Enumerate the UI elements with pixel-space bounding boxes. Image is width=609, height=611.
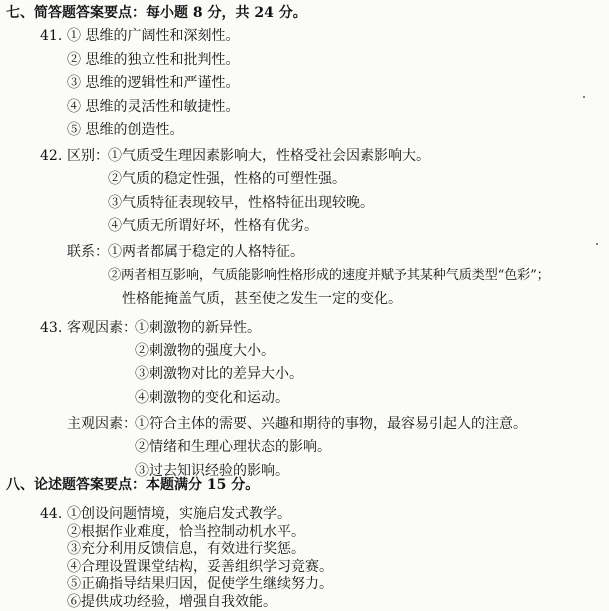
q44-item-4: ④合理设置课堂结构，妥善组织学习竞赛。 <box>67 558 333 575</box>
q43-subj-item-3: ③过去知识经验的影响。 <box>135 463 289 479</box>
q43-obj-item-3: ③刺激物对比的差异大小。 <box>135 366 303 382</box>
q41-item-5: ⑤ 思维的创造性。 <box>67 122 184 138</box>
q44-item-6: ⑥提供成功经验，增强自我效能。 <box>67 593 277 610</box>
q43-subj-item-2: ②情绪和生理心理状态的影响。 <box>135 439 331 455</box>
q42-diff-item-3: ③气质特征表现较早，性格特征出现较晚。 <box>108 195 374 211</box>
q42-number: 42. <box>40 148 63 164</box>
q42-link-item-1: ①两者都属于稳定的人格特征。 <box>108 244 304 260</box>
q44-number: 44. <box>40 506 63 522</box>
q44-item-1: ①创设问题情境，实施启发式教学。 <box>67 506 291 522</box>
scan-speck <box>583 96 585 98</box>
q43-obj-label: 客观因素： <box>67 320 137 336</box>
q44-item-2: ②根据作业难度，恰当控制动机水平。 <box>67 523 305 540</box>
q43-obj-item-4: ④刺激物的变化和运动。 <box>135 390 289 406</box>
q42-diff-item-2: ②气质的稳定性强，性格的可塑性强。 <box>108 171 346 187</box>
q44-item-5: ⑤正确指导结果归因，促使学生继续努力。 <box>67 576 333 592</box>
section-7-heading: 七、简答题答案要点：每小题 8 分，共 24 分。 <box>6 5 307 21</box>
scan-speck <box>596 243 598 245</box>
q44-item-3: ③充分利用反馈信息，有效进行奖惩。 <box>67 541 305 557</box>
q43-obj-item-2: ②刺激物的强度大小。 <box>135 343 275 359</box>
q41-number: 41. <box>40 28 63 44</box>
q43-subj-label: 主观因素： <box>67 416 137 432</box>
q41-item-2: ② 思维的独立性和批判性。 <box>67 52 240 68</box>
section-8-heading: 八、论述题答案要点：本题满分 15 分。 <box>6 477 260 493</box>
q42-link-item-2: ②两者相互影响，气质能影响性格形成的速度并赋予其某种气质类型“色彩”； <box>108 268 550 283</box>
q42-link-label: 联系： <box>67 244 109 260</box>
q42-diff-item-1: ①气质受生理因素影响大，性格受社会因素影响大。 <box>108 148 430 164</box>
q41-item-4: ④ 思维的灵活性和敏捷性。 <box>67 99 240 115</box>
q43-number: 43. <box>40 320 63 336</box>
q41-item-1: ① 思维的广阔性和深刻性。 <box>67 28 240 44</box>
q41-item-3: ③ 思维的逻辑性和严谨性。 <box>67 75 240 91</box>
q43-obj-item-1: ①刺激物的新异性。 <box>135 320 261 336</box>
q42-diff-label: 区别： <box>67 148 109 164</box>
q42-diff-item-4: ④气质无所谓好坏，性格有优劣。 <box>108 218 318 234</box>
q42-link-item-2-cont: 性格能掩盖气质，甚至使之发生一定的变化。 <box>122 291 402 307</box>
q43-subj-item-1: ①符合主体的需要、兴趣和期待的事物，最容易引起人的注意。 <box>135 416 527 432</box>
